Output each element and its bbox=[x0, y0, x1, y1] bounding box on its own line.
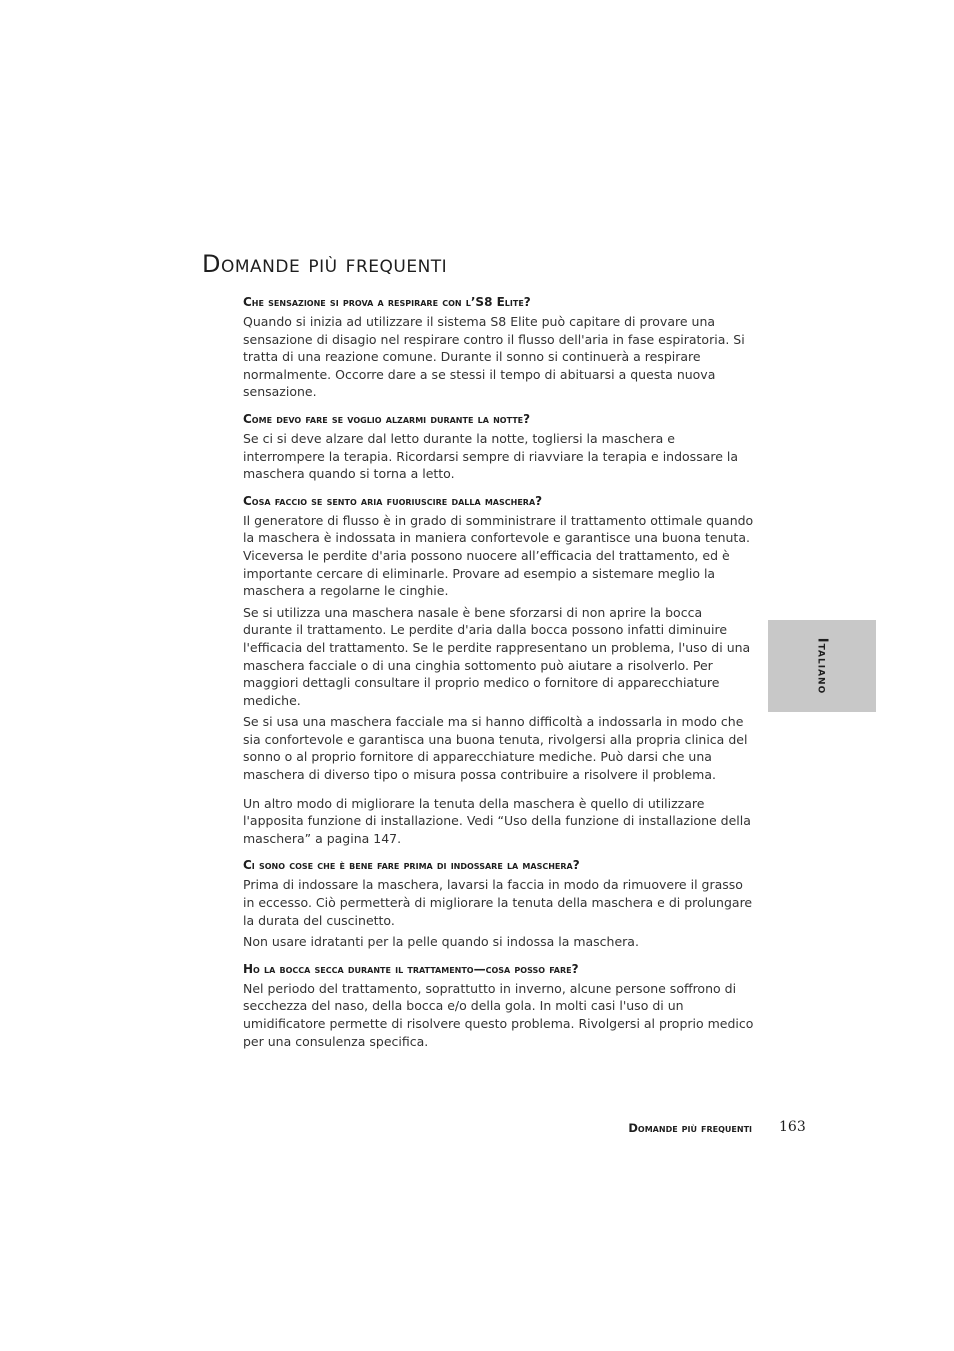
faq-answer: Prima di indossare la maschera, lavarsi la faccia in modo da rimuovere il grasso in eccesso. Ciò permetterà di migliorare la tenuta della maschera e di prolungare la durata del cuscinetto. bbox=[243, 877, 753, 928]
faq-answer: Un altro modo di migliorare la tenuta della maschera è quello di utilizzare l'apposita funzione di installazione. Vedi “Uso della funzione di installazione della maschera” a pagina 147. bbox=[243, 795, 751, 846]
faq-item bbox=[243, 857, 755, 950]
language-tab-label: Italiano bbox=[814, 637, 830, 695]
language-tab bbox=[768, 620, 876, 712]
faq-list bbox=[243, 294, 755, 1060]
faq-item bbox=[243, 493, 755, 848]
page-title: Domande più frequenti bbox=[202, 250, 448, 278]
page-number: 163 bbox=[779, 1119, 806, 1135]
faq-answer: Quando si inizia ad utilizzare il sistema S8 Elite può capitare di provare una sensazione di disagio nel respirare contro il flusso dell'aria in fase espiratoria. Si tratta di una reazione comune. Durante il sonno si continuerà a respirare normalmente. Occorre dare a se stessi il tempo di abituarsi a questa nuova sensazione. bbox=[243, 314, 745, 400]
faq-item bbox=[243, 411, 755, 483]
faq-item bbox=[243, 294, 755, 401]
faq-question: Ho la bocca secca durante il trattamento—cosa posso fare? bbox=[243, 961, 579, 976]
faq-question: Cosa faccio se sento aria fuoriuscire dalla maschera? bbox=[243, 493, 543, 508]
faq-question: Ci sono cose che è bene fare prima di indossare la maschera? bbox=[243, 858, 580, 873]
faq-answer: Se si usa una maschera facciale ma si hanno difficoltà a indossarla in modo che sia confortevole e garantisca una buona tenuta, rivolgersi alla propria clinica del sonno o al proprio fornitore di apparecchiature mediche. Può darsi che una maschera di diverso tipo o misura possa contribuire a risolvere il problema. bbox=[243, 714, 748, 783]
faq-answer: Non usare idratanti per la pelle quando si indossa la maschera. bbox=[243, 934, 639, 950]
faq-question: Come devo fare se voglio alzarmi durante la notte? bbox=[243, 411, 531, 426]
faq-question: Che sensazione si prova a respirare con l’S8 Elite? bbox=[243, 295, 531, 309]
faq-answer: Se si utilizza una maschera nasale è bene sforzarsi di non aprire la bocca durante il trattamento. Le perdite d'aria dalla bocca possono infatti diminuire l'efficacia del trattamento. Se le perdite rappresentano un problema, l'uso di una maschera facciale o di una cinghia sottomento può aiutare a risolverlo. Per maggiori dettagli consultare il proprio medico o fornitore di apparecchiature mediche. bbox=[243, 604, 751, 708]
faq-answer: Se ci si deve alzare dal letto durante la notte, togliersi la maschera e interrompere la terapia. Ricordarsi sempre di riavviare la terapia e indossare la maschera quando si torna a letto. bbox=[243, 430, 739, 482]
faq-answer: Nel periodo del trattamento, soprattutto in inverno, alcune persone soffrono di secchezza del naso, della bocca e/o della gola. In molti casi l'uso di un umidificatore permette di risolvere questo problema. Rivolgersi al proprio medico per una consulenza specifica. bbox=[243, 980, 754, 1049]
footer-section-title: Domande più frequenti bbox=[628, 1121, 752, 1135]
faq-answer: Il generatore di flusso è in grado di somministrare il trattamento ottimale quando la maschera è indossata in maniera confortevole e garantisce una buona tenuta. Viceversa le perdite d'aria possono nuocere all’efficacia del trattamento, ed è importante cercare di eliminarle. Provare ad esempio a sistemare meglio la maschera a regolarne le cinghie. bbox=[243, 512, 754, 599]
faq-item bbox=[243, 961, 755, 1050]
